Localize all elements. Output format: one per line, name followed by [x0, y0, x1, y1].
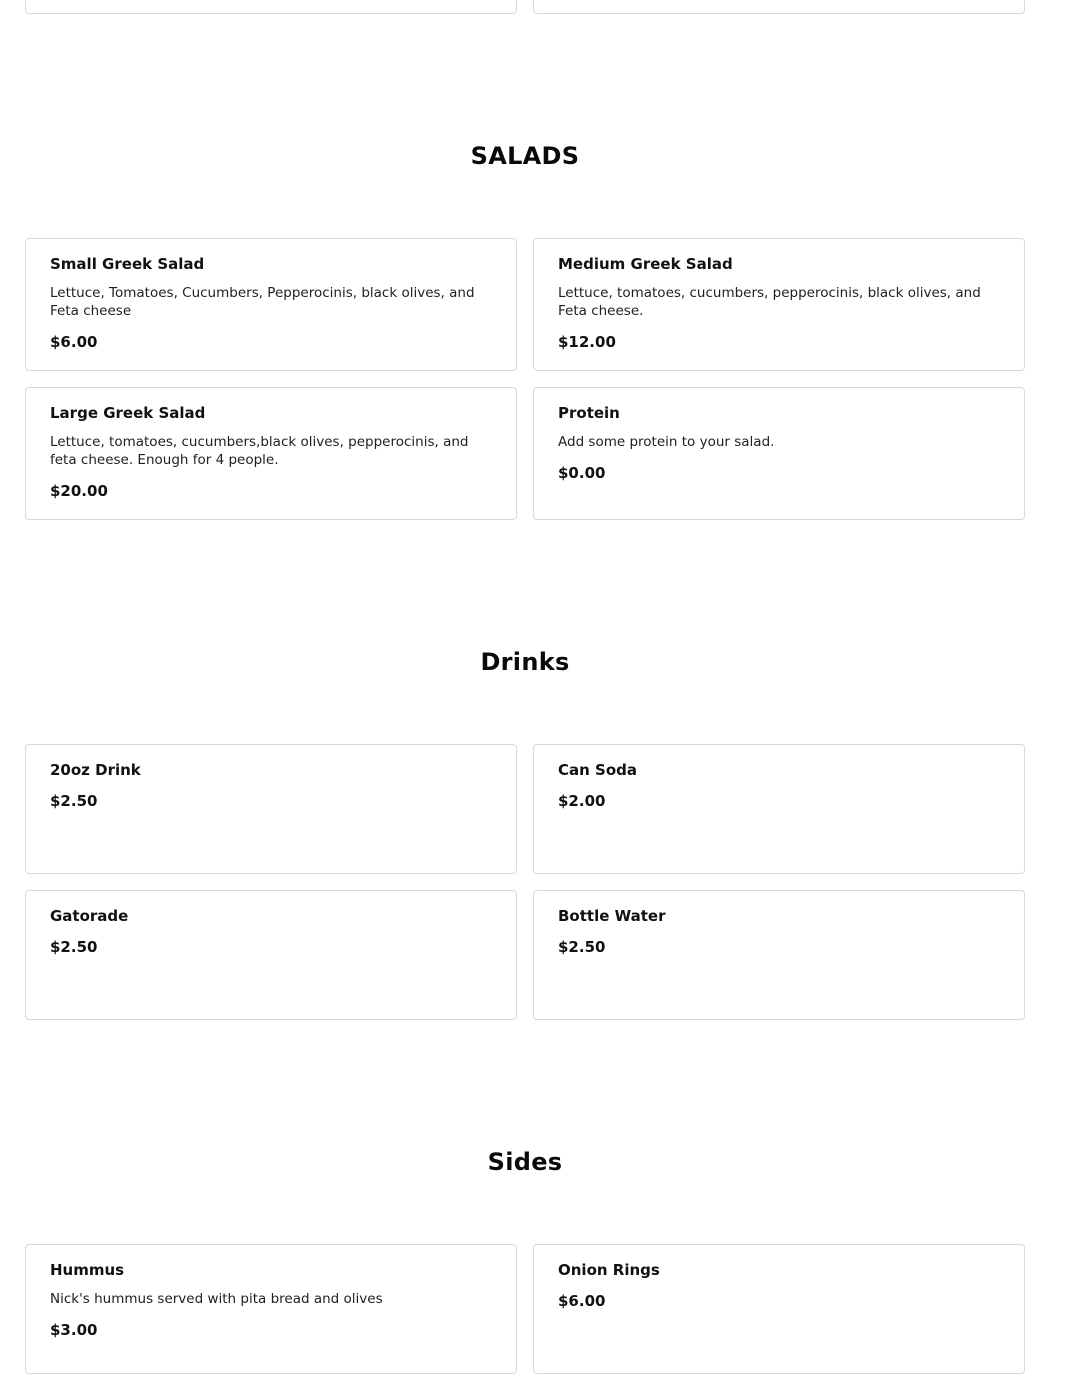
menu-item-can-soda[interactable] — [533, 744, 1025, 874]
item-description: Lettuce, tomatoes, cucumbers, pepperocinis, black olives, and Feta cheese. — [558, 285, 981, 319]
item-description: Lettuce, Tomatoes, Cucumbers, Pepperocinis, black olives, and Feta cheese — [50, 285, 475, 319]
section-heading-drinks: Drinks — [480, 648, 570, 676]
item-name: Onion Rings — [558, 1261, 660, 1279]
menu-item-bottle-water[interactable] — [533, 890, 1025, 1020]
item-name: Hummus — [50, 1261, 125, 1279]
item-price: $6.00 — [50, 333, 98, 351]
menu-item-large-greek-salad[interactable] — [25, 387, 517, 520]
menu-item-protein[interactable] — [533, 387, 1025, 520]
item-price: $0.00 — [558, 464, 606, 482]
menu-item-small-greek-salad[interactable] — [25, 238, 517, 371]
menu-item-hummus[interactable] — [25, 1244, 517, 1374]
item-name: Large Greek Salad — [50, 404, 206, 422]
item-name: Small Greek Salad — [50, 255, 205, 273]
item-name: Medium Greek Salad — [558, 255, 733, 273]
item-description: Nick's hummus served with pita bread and olives — [50, 1291, 383, 1307]
menu-item-card[interactable] — [533, 0, 1025, 14]
item-name: Can Soda — [558, 761, 637, 779]
item-price: $3.00 — [50, 1321, 98, 1339]
menu-item-card[interactable] — [25, 0, 517, 14]
item-name: Gatorade — [50, 907, 129, 925]
item-name: 20oz Drink — [50, 761, 141, 779]
section-heading-salads: SALADS — [470, 142, 580, 170]
item-price: $6.00 — [558, 1292, 606, 1310]
item-price: $2.00 — [558, 792, 606, 810]
item-price: $2.50 — [50, 792, 98, 810]
item-price: $20.00 — [50, 482, 108, 500]
item-name: Protein — [558, 404, 620, 422]
item-price: $2.50 — [50, 938, 98, 956]
item-description: Add some protein to your salad. — [558, 434, 775, 450]
menu-item-20oz-drink[interactable] — [25, 744, 517, 874]
menu-item-medium-greek-salad[interactable] — [533, 238, 1025, 371]
item-name: Bottle Water — [558, 907, 666, 925]
item-price: $12.00 — [558, 333, 616, 351]
section-heading-sides: Sides — [487, 1148, 563, 1176]
item-description: Lettuce, tomatoes, cucumbers,black olives, pepperocinis, and feta cheese. Enough for 4 people. — [50, 434, 469, 468]
menu-item-onion-rings[interactable] — [533, 1244, 1025, 1374]
item-price: $2.50 — [558, 938, 606, 956]
menu-item-gatorade[interactable] — [25, 890, 517, 1020]
